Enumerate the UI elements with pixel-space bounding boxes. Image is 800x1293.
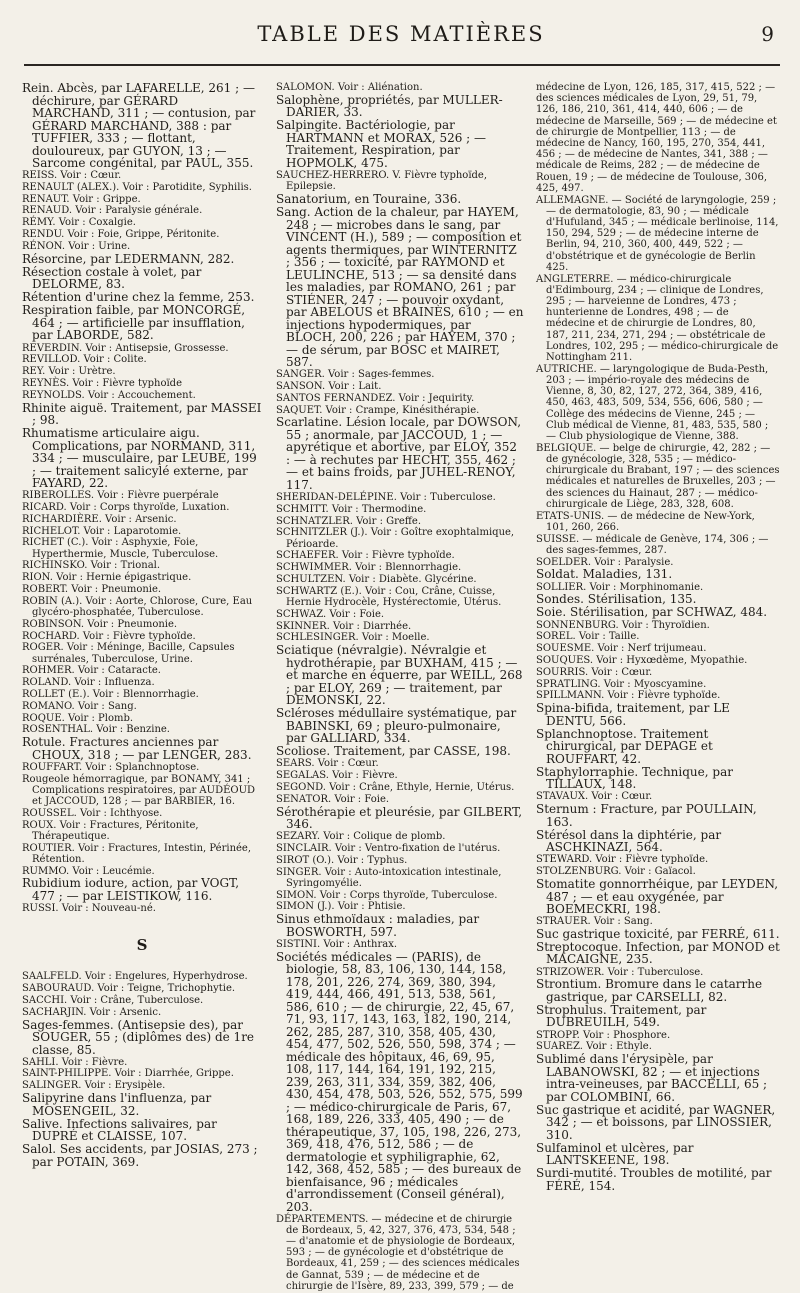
index-entry: Spina-bifida, traitement, par LE DENTU, 566. bbox=[536, 701, 730, 728]
index-entry: SOURRIS. Voir : Cœur. bbox=[536, 666, 653, 678]
index-entry: Suc gastrique et acidité, par WAGNER, 342 ; — et boissons, par LINOSSIER, 310. bbox=[536, 1102, 776, 1142]
index-entry: SCHWAZ. Voir : Foie. bbox=[276, 608, 385, 620]
index-entry: Stérésol dans la diphtérie, par ASCHKINAZI, 564. bbox=[536, 827, 722, 855]
index-entry: STRAUER. Voir : Sang. bbox=[536, 916, 653, 928]
index-entry: Sociétés médicales — (PARIS), de biologie, 58, 83, 106, 130, 144, 158, 178, 201, 226, 274, 369, 380, 394, 419, 444, 466, 491, 513, 538, 561, 586, 610 ; — de chirurgie, 22, 45, 67, 71, 93, 117, 143, 163, 182, 190, 214, 262, 285, 287, 310, 358, 405, 430, 454, 477, 502, 526, 550, 598, 374 ; — médicale des hôpitaux, 46, 69, 95, 108, 117, 144, 164, 191, 192, 215, 239, 263, 311, 334, 359, 382, 406, 430, 454, 478, 503, 526, 552, 575, 599 ; — médico-chirurgicale de Paris, 67, 168, 189, 226, 333, 405, 490 ; — de thérapeutique, 37, 105, 198, 226, 273, 369, 418, 476, 512, 586 ; — de dermatologie et syphiligraphie, 62, 142, 368, 452, 585 ; — des bureaux de bienfaisance, 96 ; médicales d'arrondissement (Conseil général), 203. bbox=[276, 949, 523, 1214]
index-entry: Streptocoque. Infection, par MONOD et MACAIGNE, 235. bbox=[536, 939, 780, 967]
index-entry: RENAUT. Voir : Grippe. bbox=[22, 193, 141, 205]
index-entry: Rotule. Fractures anciennes par CHOUX, 318 ; — par LENGER, 283. bbox=[22, 735, 252, 762]
index-entry: RÉNON. Voir : Urine. bbox=[22, 240, 131, 252]
index-entry: Salophène, propriétés, par MULLER-DARIER, 33. bbox=[276, 92, 503, 120]
index-entry: RICHET (C.). Voir : Asphyxie, Foie, Hyperthermie, Muscle, Tuberculose. bbox=[22, 537, 219, 560]
index-entry: SPILLMANN. Voir : Fièvre typhoïde. bbox=[536, 690, 721, 702]
index-entry: SAQUET. Voir : Crampe, Kinésithérapie. bbox=[276, 404, 480, 416]
index-entry: RION. Voir : Hernie épigastrique. bbox=[22, 572, 192, 584]
index-entry: Rhumatisme articulaire aigu. Complications, par NORMAND, 311, 334 ; — musculaire, par LEUBE, 199 ; — traitement salicylé externe, par FAYARD, 22. bbox=[22, 426, 257, 491]
index-entry: Salpingite. Bactériologie, par HARTMANN et MORAX, 526 ; — Traitement, Respiration, par HOPMOLK, 475. bbox=[276, 118, 487, 170]
index-entry: SCHNITZLER (J.). Voir : Goître exophtalmique, Périoarde. bbox=[276, 527, 515, 550]
index-entry: SCHNATZLER. Voir : Greffe. bbox=[276, 515, 422, 527]
index-entry: ROUTIER. Voir : Fractures, Intestin, Périnée, Rétention. bbox=[22, 842, 252, 865]
index-entry: ROCHARD. Voir : Fièvre typhoïde. bbox=[22, 630, 196, 642]
index-entry: SEGOND. Voir : Crâne, Ethyle, Hernie, Utérus. bbox=[276, 782, 515, 793]
index-entry: Salipyrine dans l'influenza, par MOSENGEIL, 32. bbox=[22, 1091, 212, 1118]
index-entry: ROMANO. Voir : Sang. bbox=[22, 700, 137, 712]
index-entry: Suc gastrique toxicité, par FERRÉ, 611. bbox=[536, 926, 780, 941]
index-entry: Salive. Infections salivaires, par DUPRÉ et CLAISSE, 107. bbox=[22, 1116, 217, 1144]
index-column-left bbox=[22, 82, 262, 1169]
index-entry: SEGALAS. Voir : Fièvre. bbox=[276, 770, 398, 782]
index-entry: SAALFELD. Voir : Engelures, Hyperhydrose. bbox=[22, 971, 248, 983]
index-entry: REISS. Voir : Cœur. bbox=[22, 170, 122, 182]
index-entry: Rhinite aiguë. Traitement, par MASSEI ; 98. bbox=[22, 400, 262, 428]
index-entry: RICHINSKO. Voir : Trional. bbox=[22, 560, 161, 572]
index-entry: SKINNER. Voir : Diarrhée. bbox=[276, 620, 412, 632]
index-entry: Stomatite gonnorrhéique, par LEYDEN, 487 ; — et eau oxygénée, par BOEMECKRI, 198. bbox=[536, 877, 779, 916]
index-entry: Sternum : Fracture, par POULLAIN, 163. bbox=[536, 802, 757, 829]
index-entry: Résorcine, par LEDERMANN, 282. bbox=[22, 251, 235, 266]
index-entry: SCHLESINGER. Voir : Moelle. bbox=[276, 632, 430, 644]
index-entry: Splanchnoptose. Traitement chirurgical, par DEPAGE et ROUFFART, 42. bbox=[536, 726, 713, 766]
index-entry: SCHWARTZ (E.). Voir : Cou, Crâne, Cuisse, Hernie Hydrocèle, Hystérectomie, Utérus. bbox=[276, 585, 502, 608]
index-entry: SACHARJIN. Voir : Arsenic. bbox=[22, 1006, 162, 1018]
index-entry: Sciatique (névralgie). Névralgie et hydrothérapie, par BUXHAM, 415 ; — et marche en équerre, par WEILL, 268 ; par ELOY, 269 ; — traitement, par DEMONSKI, 22. bbox=[276, 643, 523, 708]
index-column-middle bbox=[276, 82, 524, 1293]
index-entry: SEARS. Voir : Cœur. bbox=[276, 758, 379, 770]
index-entry: ROUX. Voir : Fractures, Péritonite, Thérapeutique. bbox=[22, 819, 199, 842]
index-entry: Scléroses médullaire systématique, par BABINSKI, 69 ; pleuro-pulmonaire, par GALLIARD, 334. bbox=[276, 706, 517, 746]
index-entry: ROLLET (E.). Voir : Blennorrhagie. bbox=[22, 688, 199, 700]
index-entry: Sinus ethmoïdaux : maladies, par BOSWORTH, 597. bbox=[276, 912, 480, 939]
index-column-right bbox=[536, 82, 780, 1193]
index-entry: SIMON. Voir : Corps thyroïde, Tuberculose. bbox=[276, 889, 498, 901]
index-entry: Rein. Abcès, par LAFARELLE, 261 ; — déchirure, par GÉRARD MARCHAND, 311 ; — contusion, par GÉRARD MARCHAND, 388 : par TUFFIER, 333 ; — flottant, douloureux, par GUYON, 13 ; — Sarcome congénital, par PAUL, 355. bbox=[22, 81, 256, 170]
page-number: 9 bbox=[761, 22, 774, 46]
index-entry: RIBEROLLES. Voir : Fièvre puerpérale bbox=[22, 490, 219, 502]
index-entry: Salol. Ses accidents, par JOSIAS, 273 ; par POTAIN, 369. bbox=[22, 1142, 258, 1169]
index-entry: SINCLAIR. Voir : Ventro-fixation de l'utérus. bbox=[276, 842, 501, 854]
index-entry: SALINGER. Voir : Erysipèle. bbox=[22, 1080, 166, 1092]
index-entry: SANTOS FERNANDEZ. Voir : Jequirity. bbox=[276, 392, 475, 404]
index-entry: REYNÈS. Voir : Fièvre typhoïde bbox=[22, 377, 182, 389]
index-entry: Rougeole hémorragique, par BONAMY, 341 ; Complications respiratoires, par AUDÉOUD et JACCOUD, 128 ; — par BARBIER, 16. bbox=[22, 773, 256, 807]
index-entry: Strontium. Bromure dans le catarrhe gastrique, par CARSELLI, 82. bbox=[536, 977, 763, 1004]
index-entry: SOUESME. Voir : Nerf trijumeau. bbox=[536, 643, 707, 655]
index-entry: SEZARY. Voir : Colique de plomb. bbox=[276, 831, 446, 843]
index-entry: médecine de Lyon, 126, 185, 317, 415, 522 ; — des sciences médicales de Lyon, 29, 51, 79, 126, 186, 210, 361, 414, 440, 606 ; — de médecine de Marseille, 569 ; — de médecine et de chirurgie de Montpellier, 113 ; — de médecine de Nancy, 160, 195, 270, 354, 441, 456 ; — de médecine de Nantes, 341, 388 ; — médicale de Reims, 282 ; — de médecine de Rouen, 19 ; — de médecine de Toulouse, 306, 425, 497. bbox=[536, 82, 777, 194]
index-entry: SAINT-PHILIPPE. Voir : Diarrhée, Grippe. bbox=[22, 1068, 234, 1080]
index-entry: SANSON. Voir : Lait. bbox=[276, 380, 382, 392]
index-entry: SAUCHEZ-HERRERO. V. Fièvre typhoïde, Epilepsie. bbox=[276, 169, 488, 193]
index-entry: ROUFFART. Voir : Splanchnoptose. bbox=[22, 761, 200, 773]
index-entry: ROBIN (A.). Voir : Aorte, Chlorose, Cure, Eau glycéro-phosphatée, Tuberculose. bbox=[22, 595, 253, 618]
index-entry: Sublimé dans l'érysipèle, par LABANOWSKI, 82 ; — et injections intra-veineuses, par BACCELLI, 65 ; par COLOMBINI, 66. bbox=[536, 1052, 768, 1104]
index-entry: SALOMON. Voir : Aliénation. bbox=[276, 82, 423, 93]
index-entry: ROHMER. Voir : Cataracte. bbox=[22, 665, 161, 677]
index-entry: SABOURAUD. Voir : Teigne, Trichophytie. bbox=[22, 983, 236, 995]
header-rule bbox=[24, 64, 780, 66]
index-entry: Résection costale à volet, par DELORME, 83. bbox=[22, 264, 202, 292]
index-entry: Sérothérapie et pleurésie, par GILBERT, 346. bbox=[276, 804, 523, 832]
index-entry: Staphylorraphie. Technique, par TILLAUX, 148. bbox=[536, 764, 733, 792]
index-entry: RENAUD. Voir : Paralysie générale. bbox=[22, 205, 203, 217]
index-entry: ANGLETERRE. — médico-chirurgicale d'Edimbourg, 234 ; — clinique de Londres, 295 ; — harveienne de Londres, 473 ; hunterienne de Londres, 498 ; — de médecine et de chirurgie de Londres, 80, 187, 211, 234, 271, 294 ; — obstétricale de Londres, 102, 295 ; — médico-chirurgicale de Nottingham 211. bbox=[536, 273, 779, 364]
index-entry: Scoliose. Traitement, par CASSE, 198. bbox=[276, 744, 511, 759]
index-entry: ALLEMAGNE. — Société de laryngologie, 259 ; — de dermatologie, 83, 90 ; — médicale d'Hufuland, 345 ; — médicale berlinoise, 114, 150, 294, 529 ; — de médecine interne de Berlin, 94, 210, 360, 400, 449, 522 ; — d'obstétrique et de gynécologie de Berlin 425. bbox=[536, 194, 779, 273]
index-entry: SAHLI. Voir : Fièvre. bbox=[22, 1056, 128, 1068]
index-entry: RICHELOT. Voir : Laparotomie. bbox=[22, 525, 182, 537]
index-entry: RUMMO. Voir : Leucémie. bbox=[22, 865, 155, 877]
index-entry: STROPP. Voir : Phosphore. bbox=[536, 1029, 671, 1041]
index-entry: Rétention d'urine chez la femme, 253. bbox=[22, 290, 255, 305]
index-entry: SIROT (O.). Voir : Typhus. bbox=[276, 854, 408, 866]
index-entry: SENATOR. Voir : Foie. bbox=[276, 793, 390, 805]
index-entry: SACCHI. Voir : Crâne, Tuberculose. bbox=[22, 994, 204, 1006]
index-entry: Soie. Stérilisation, par SCHWAZ, 484. bbox=[536, 605, 768, 620]
index-entry: SCHWIMMER. Voir : Blennorrhagie. bbox=[276, 562, 462, 574]
index-entry: STRIZOWER. Voir : Tuberculose. bbox=[536, 966, 704, 978]
index-entry: SPRATLING. Voir : Myoscyamine. bbox=[536, 678, 707, 690]
index-entry: RÉMY. Voir : Coxalgie. bbox=[22, 217, 136, 229]
index-entry: SCHAEFER. Voir : Fièvre typhoïde. bbox=[276, 550, 455, 562]
index-entry: RENDU. Voir : Foie, Grippe, Péritonite. bbox=[22, 229, 220, 241]
index-entry: SCHULTZEN. Voir : Diabète. Glycérine. bbox=[276, 573, 477, 585]
index-entry: SUAREZ. Voir : Ethyle. bbox=[536, 1041, 652, 1053]
index-entry: ROBINSON. Voir : Pneumonie. bbox=[22, 618, 178, 630]
index-entry: Respiration faible, par MONCORGÉ, 464 ; — artificielle par insufflation, par LABORDE, 582. bbox=[22, 303, 246, 343]
index-entry: SOLLIER. Voir : Morphinomanie. bbox=[536, 581, 704, 593]
index-entry: RENAULT (ALEX.). Voir : Parotidite, Syphilis. bbox=[22, 181, 252, 193]
index-entry: Sondes. Stérilisation, 135. bbox=[536, 592, 697, 607]
index-entry: SINGER. Voir : Auto-intoxication intestinale, Syringomyélie. bbox=[276, 866, 502, 889]
index-entry: SONNENBURG. Voir : Thyroïdien. bbox=[536, 619, 710, 631]
section-letter: S bbox=[136, 936, 148, 955]
index-entry: RICARD. Voir : Corps thyroïde, Luxation. bbox=[22, 502, 230, 514]
index-entry: ROGER. Voir : Méninge, Bacille, Capsules surrénales, Tuberculose, Urine. bbox=[22, 642, 235, 665]
index-entry: SIMON (J.). Voir : Phtisie. bbox=[276, 901, 406, 913]
index-entry: Scarlatine. Lésion locale, par DOWSON, 55 ; anormale, par JACCOUD, 1 ; — apyrétique et abortive, par ELOY, 352 : — à rechutes par HECHT, 355, 462 ; — et bains froids, par JUHEL-RENOY, 117. bbox=[276, 415, 522, 492]
index-entry: SOREL. Voir : Taille. bbox=[536, 631, 640, 643]
index-entry: AUTRICHE. — laryngologique de Buda-Pesth, 203 ; — império-royale des médecins de Vienne, 8, 30, 82, 127, 272, 364, 389, 416, 450, 463, 483, 509, 534, 556, 606, 580 ; — Collège des médecins de Vienne, 245 ; — Club médical de Vienne, 81, 483, 535, 580 ; — Club physiologique de Vienne, 388. bbox=[536, 363, 769, 443]
index-entry: SANGER. Voir : Sages-femmes. bbox=[276, 369, 435, 381]
index-entry: REYNOLDS. Voir : Accouchement. bbox=[22, 389, 196, 401]
index-entry: SISTINI. Voir : Anthrax. bbox=[276, 938, 398, 950]
page-title: TABLE DES MATIÈRES bbox=[257, 22, 545, 46]
index-entry: STEWARD. Voir : Fièvre typhoïde. bbox=[536, 854, 709, 866]
index-entry: DÉPARTEMENTS. — médecine et de chirurgie de Bordeaux, 5, 42, 327, 376, 473, 534, 548 ; — d'anatomie et de physiologie de Bordeaux, 593 ; — de gynécologie et d'obstétrique de Bordeaux, 41, 259 ; — des sciences médicales de Gannat, 539 ; — de médecine et de chirurgie de l'Isère, 89, 233, 399, 579 ; — de bbox=[276, 1213, 520, 1292]
index-entry: REVILLOD. Voir : Colite. bbox=[22, 354, 147, 366]
index-entry: SOELDER. Voir : Paralysie. bbox=[536, 556, 674, 568]
index-entry: RUSSI. Voir : Nouveau-né. bbox=[22, 902, 156, 914]
index-entry: Sang. Action de la chaleur, par HAYEM, 248 ; — microbes dans le sang, par VINCENT (H.), 589 ; — composition et agents thermiques, par WINTERNITZ ; 356 ; — toxicité, par RAYMOND et LEULINCHE, 513 ; — sa densité dans les maladies, par ROMANO, 261 ; par STIÉNER, 247 ; — pouvoir oxydant, par ABELOUS et BRAINÈS, 610 ; — en injections hypodermiques, par BLOCH, 200, 226 ; par HAYEM, 370 ; — de sérum, par BOSC et MAIRET, 587. bbox=[276, 205, 524, 370]
index-entry: BELGIQUE. — belge de chirurgie, 42, 282 ; — de gynécologie, 328, 535 ; — médico-chirurgicale du Brabant, 197 ; — des sciences médicales et naturelles de Bruxelles, 203 ; — des sciences du Hainaut, 287 ; — médico-chirurgicale de Liège, 283, 328, 608. bbox=[536, 442, 780, 510]
index-entry: ROSENTHAL. Voir : Benzine. bbox=[22, 724, 170, 736]
index-entry: STAVAUX. Voir : Cœur. bbox=[536, 791, 653, 803]
index-entry: Sanatorium, en Touraine, 336. bbox=[276, 191, 462, 206]
index-entry: Rubidium iodure, action, par VOGT, 477 ; — par LEISTIKOW, 116. bbox=[22, 876, 240, 903]
index-entry: SOUQUES. Voir : Hyxœdème, Myopathie. bbox=[536, 654, 748, 666]
index-entry: ROLAND. Voir : Influenza. bbox=[22, 677, 155, 689]
index-entry: SUISSE. — médicale de Genève, 174, 306 ; — des sages-femmes, 287. bbox=[536, 533, 769, 556]
index-entry: SHERIDAN-DELÉPINE. Voir : Tuberculose. bbox=[276, 491, 496, 503]
index-entry: Sages-femmes. (Antisepsie des), par SOUGER, 55 ; (diplômes des) de 1re classe, 85. bbox=[22, 1017, 255, 1057]
index-entry: REVERDIN. Voir : Antisepsie, Grossesse. bbox=[22, 342, 229, 354]
index-entry: Sulfaminol et ulcères, par LANTSKEENE, 198. bbox=[536, 1140, 694, 1168]
index-entry: STOLZENBURG. Voir : Gaïacol. bbox=[536, 866, 696, 878]
index-entry: RICHARDIÈRE. Voir : Arsenic. bbox=[22, 513, 177, 525]
index-entry: ROUSSEL. Voir : Ichthyose. bbox=[22, 807, 163, 819]
index-entry: ETATS-UNIS. — de médecine de New-York, 101, 260, 266. bbox=[536, 510, 755, 533]
page-header bbox=[20, 18, 782, 64]
index-entry: Soldat. Maladies, 131. bbox=[536, 567, 673, 582]
index-entry: Strophulus. Traitement, par DUBREUILH, 549. bbox=[536, 1002, 707, 1030]
index-entry: REY. Voir : Urètre. bbox=[22, 366, 116, 378]
index-entry: ROQUE. Voir : Plomb. bbox=[22, 712, 134, 724]
index-entry: ROBERT. Voir : Pneumonie. bbox=[22, 584, 162, 595]
index-entry: Surdi-mutité. Troubles de motilité, par FÉRÉ, 154. bbox=[536, 1166, 772, 1193]
index-entry: SCHMITT. Voir : Thermodine. bbox=[276, 503, 427, 515]
